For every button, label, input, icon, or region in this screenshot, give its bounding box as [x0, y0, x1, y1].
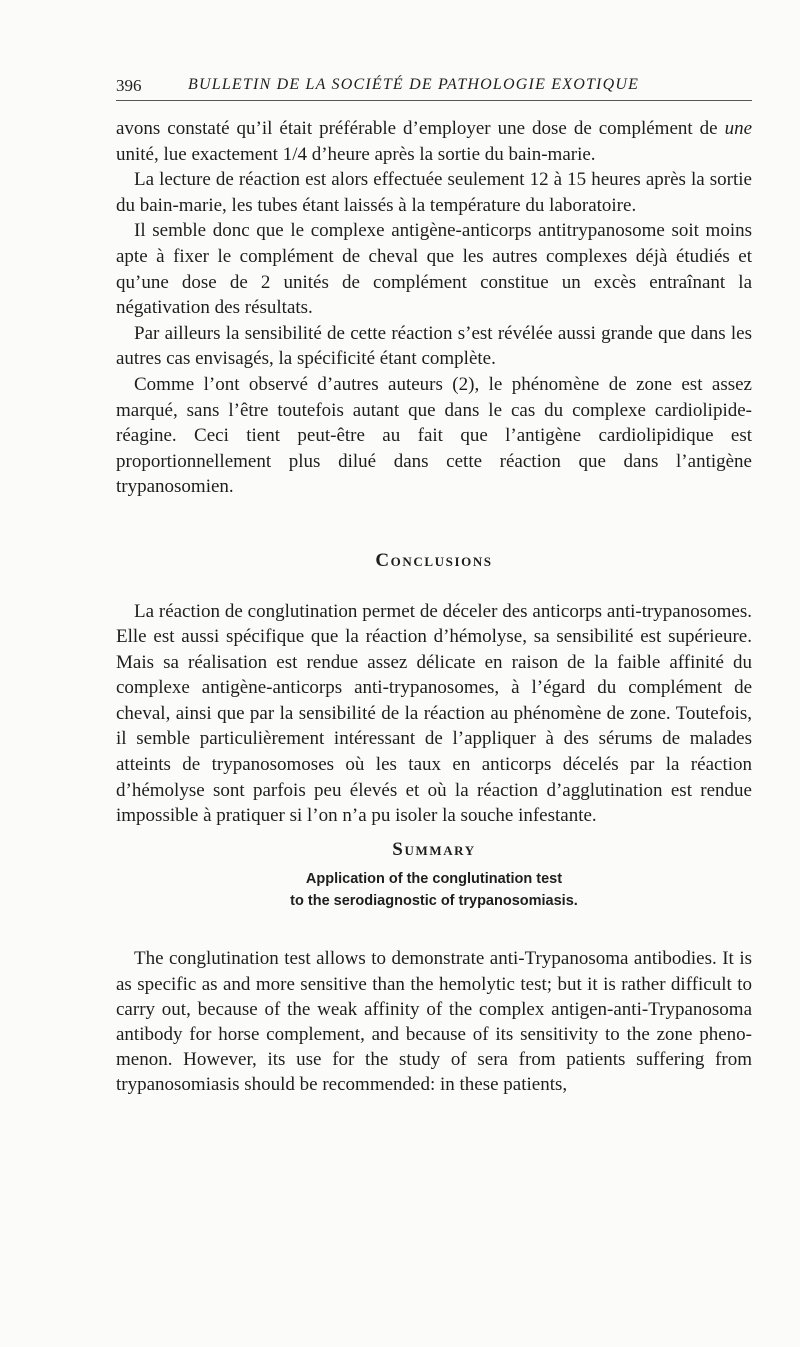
paragraph-3: Il semble donc que le complexe antigène-anticorps antitrypanosome soit moins apte à fixer le complément de cheval que les autres complexes déjà étudiés et qu’une dose de 2 unités de complément constitue un excès entraînant la négativation des résultats. — [116, 220, 752, 319]
conclusions-heading: Conclusions — [375, 549, 493, 571]
summary-heading: Summary — [392, 838, 476, 860]
paragraph-1 — [116, 116, 752, 167]
paragraph-1-text-a: avons constaté qu’il était préférable d’employer une dose de complément de — [116, 118, 725, 139]
article-body — [116, 116, 752, 1098]
running-title: BULLETIN DE LA SOCIÉTÉ DE PATHOLOGIE EXOTIQUE — [188, 76, 640, 93]
summary-paragraph: The conglutination test allows to demonstrate anti-Trypanosoma antibodies. It is as specific as and more sensitive than the hemolytic test; but it is rather difficult to carry out, because of the weak affinity of the complex antigen-anti-Trypanosoma antibody for horse complement, and because of its sensitivity to the zone phenomenon. However, its use for the study of sera from patients suffering from trypanosomiasis should be recommended: in these patients, — [116, 948, 752, 1096]
paragraph-5: Comme l’ont observé d’autres auteurs (2), le phénomène de zone est assez marqué, sans l’être toutefois autant que dans le cas du complexe cardiolipide-réagine. Ceci tient peut-être au fait que l’antigène cardiolipidique est proportionnellement plus dilué dans cette réaction que dans l’antigène trypanosomien. — [116, 373, 752, 498]
summary-title — [116, 868, 752, 912]
summary-title-line-2: to the serodiagnostic of trypanosomiasis. — [290, 893, 578, 910]
conclusions-paragraph: La réaction de conglutination permet de déceler des anticorps anti-trypanosomes. Elle est aussi spécifique que la réaction d’hémolyse, sa sensibilité est supérieure. Mais sa réalisation est rendue assez délicate en raison de la faible affinité du complexe antigène-anticorps anti-trypanosomes, à l’égard du complément de cheval, ainsi que par la sensibilité de la réaction au phénomène de zone. Toutefois, il semble particulièrement intéressant de l’appliquer à des sérums de malades atteints de trypanosomoses où les taux en anticorps décelés par la réaction d’hémolyse sont parfois peu élevés et où la réaction d’agglutination est rendue impossible à pratiquer si l’on n’a pu isoler la souche infestante. — [116, 600, 752, 827]
page-header — [116, 74, 752, 101]
page-number: 396 — [116, 76, 142, 95]
paragraph-4: Par ailleurs la sensibilité de cette réaction s’est révélée aussi grande que dans les autres cas envisagés, la spécificité étant complète. — [116, 322, 752, 370]
paragraph-1-text-b: unité, lue exactement 1/4 d’heure après la sortie du bain-marie. — [116, 143, 596, 165]
paragraph-2: La lecture de réaction est alors effectuée seulement 12 à 15 heures après la sortie du bain-marie, les tubes étant laissés à la température du laboratoire. — [116, 169, 752, 216]
paragraph-1-emphasis: une — [724, 118, 752, 139]
summary-title-line-1: Application of the conglutination test — [305, 871, 563, 888]
